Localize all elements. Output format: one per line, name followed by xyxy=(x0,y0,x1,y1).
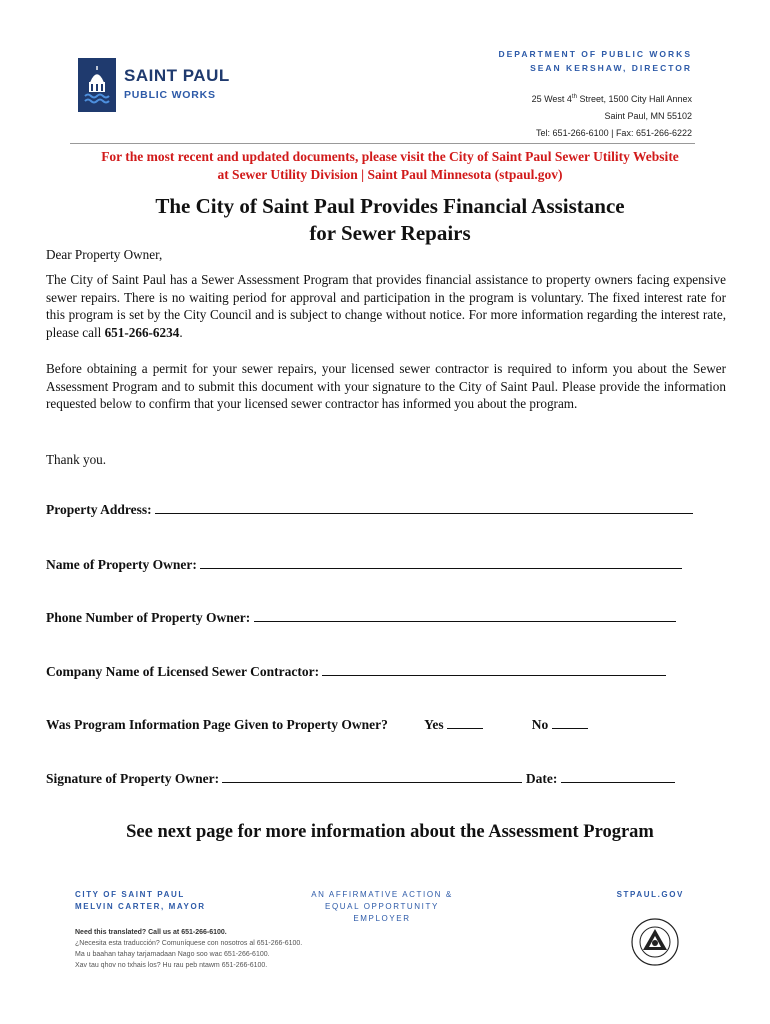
street-address: 25 West 4th Street, 1500 City Hall Annex xyxy=(531,94,692,104)
date-label: Date: xyxy=(525,771,558,786)
owner-phone-input-line[interactable] xyxy=(254,609,676,622)
thank-you: Thank you. xyxy=(46,452,107,467)
greeting: Dear Property Owner, xyxy=(46,247,163,262)
signature-field xyxy=(46,770,675,787)
translation-notice: Need this translated? Call us at 651-266-6100. ¿Necesita esta traducción? Comuníquese con nosotros al 651-266-6100. Ma u baahan tahay tarjamadaan Nago soo wac 651-266-6100. Xav tau qhov no txhais los? Hu rau peb ntawm 651-266-6100. xyxy=(75,929,303,969)
property-address-input-line[interactable] xyxy=(155,501,693,514)
apwa-accreditation-seal xyxy=(630,917,680,967)
property-address-label: Property Address: xyxy=(46,502,152,517)
property-address-field xyxy=(46,501,693,518)
owner-phone-field xyxy=(46,609,676,626)
footer-city: CITY OF SAINT PAUL MELVIN CARTER, MAYOR xyxy=(75,890,206,911)
director-name: SEAN KERSHAW, DIRECTOR xyxy=(530,63,692,73)
owner-phone-label: Phone Number of Property Owner: xyxy=(46,610,251,625)
interest-rate-phone: 651-266-6234 xyxy=(104,324,180,340)
contractor-field xyxy=(46,663,666,680)
footer-eeo: AN AFFIRMATIVE ACTION & EQUAL OPPORTUNITY EMPLOYER xyxy=(311,890,453,923)
capitol-dome-icon xyxy=(78,58,116,112)
department-block xyxy=(498,47,692,75)
owner-name-label: Name of Property Owner: xyxy=(46,557,197,572)
department-name: DEPARTMENT OF PUBLIC WORKS xyxy=(498,49,692,59)
owner-name-input-line[interactable] xyxy=(200,556,682,569)
website-notice: For the most recent and updated documents, please visit the City of Saint Paul Sewer Utility Website at Sewer Utility Division | Saint Paul Minnesota (stpaul.gov) xyxy=(101,149,679,182)
logo-subtitle: PUBLIC WORKS xyxy=(124,89,216,101)
info-given-label: Was Program Information Page Given to Property Owner? xyxy=(46,717,388,732)
logo-title: SAINT PAUL xyxy=(124,66,230,85)
document-title: The City of Saint Paul Provides Financial Assistance for Sewer Repairs xyxy=(155,194,625,245)
yes-input-line[interactable] xyxy=(447,716,483,729)
info-given-field xyxy=(46,716,588,733)
header-divider xyxy=(70,143,695,144)
city-state-zip: Saint Paul, MN 55102 xyxy=(604,111,692,121)
no-label: No xyxy=(531,717,549,732)
saint-paul-logo xyxy=(78,58,116,112)
signature-input-line[interactable] xyxy=(222,770,522,783)
footer-website-link[interactable]: STPAUL.GOV xyxy=(616,890,684,899)
address-block xyxy=(532,89,692,142)
contractor-input-line[interactable] xyxy=(322,663,666,676)
owner-name-field xyxy=(46,556,682,573)
contractor-label: Company Name of Licensed Sewer Contractor: xyxy=(46,664,320,679)
paragraph-program: The City of Saint Paul has a Sewer Assessment Program that provides financial assistance to property owners facing expensive sewer repairs. There is no waiting period for approval and participation in the program is voluntary. The fixed interest rate for this program is set by the City Council and is subject to change without notice. For more information regarding the interest rate, please call 651-266-6234. xyxy=(46,272,726,340)
apwa-seal-icon xyxy=(630,917,680,967)
no-input-line[interactable] xyxy=(552,716,588,729)
phone-fax: Tel: 651-266-6100 | Fax: 651-266-6222 xyxy=(536,128,692,138)
next-page-note: See next page for more information about the Assessment Program xyxy=(126,822,654,842)
date-input-line[interactable] xyxy=(561,770,675,783)
signature-label: Signature of Property Owner: xyxy=(46,771,220,786)
yes-label: Yes xyxy=(424,717,444,732)
paragraph-permit: Before obtaining a permit for your sewer repairs, your licensed sewer contractor is required to inform you about the Sewer Assessment Program and to submit this document with your signature to the City of Saint Paul. Please provide the information requested below to confirm that your licensed sewer contractor has informed you about the program. xyxy=(46,361,726,411)
